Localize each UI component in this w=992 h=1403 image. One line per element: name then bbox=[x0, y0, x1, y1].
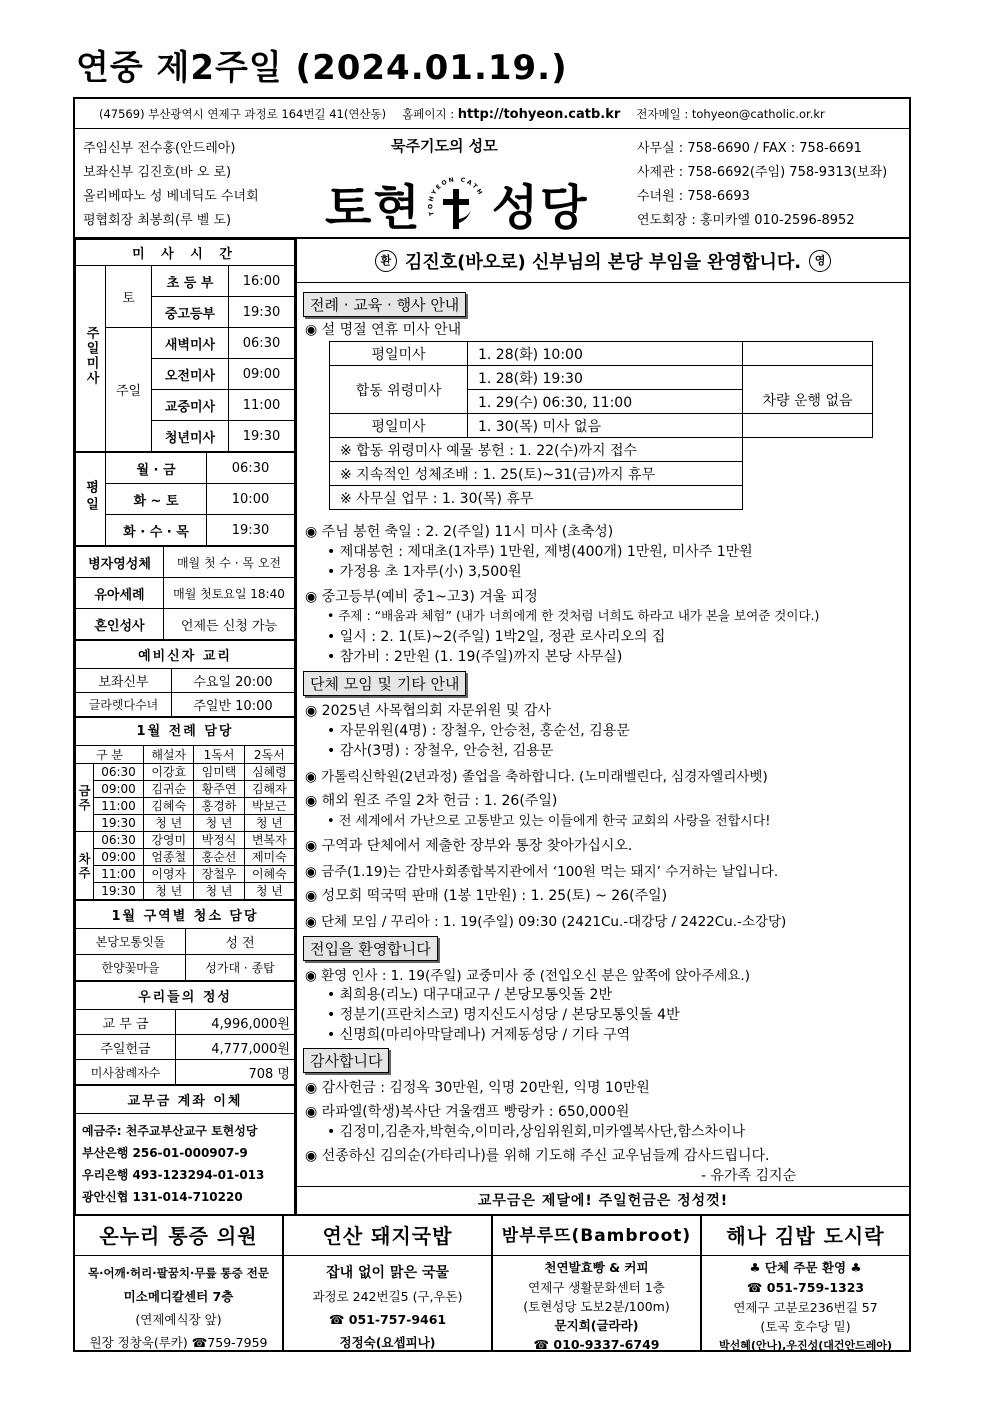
liturgy-time: 11:00 bbox=[94, 798, 144, 815]
liturgy-person: 강영미 bbox=[144, 832, 194, 849]
liturgy-time: 06:30 bbox=[94, 764, 144, 781]
section-groups-title: 단체 모임 및 기타 안내 bbox=[303, 671, 466, 696]
liturgy-person: 임미택 bbox=[194, 764, 244, 781]
ad-line: (토현성당 도보2분/100m) bbox=[523, 1299, 670, 1314]
seal-icon-right: 영 bbox=[809, 250, 831, 272]
contact-list bbox=[637, 137, 887, 233]
liturgy-time: 11:00 bbox=[94, 866, 144, 883]
ad-line: 원장 정창욱(루카) ☎759-7959 bbox=[89, 1335, 268, 1350]
liturgy-person: 변복자 bbox=[244, 832, 294, 849]
ad-line: ♣ 단체 주문 환영 ♣ bbox=[749, 1260, 862, 1275]
bank-account[interactable]: 광안신협 131-014-710220 bbox=[82, 1190, 243, 1204]
cleaning-table bbox=[75, 900, 295, 981]
holiday-mass-time: 1. 30(목) 미사 없음 bbox=[468, 414, 743, 438]
notice-subitem: • 참가비 : 2만원 (1. 19(주일)까지 본당 사무실) bbox=[327, 646, 622, 666]
liturgy-row bbox=[76, 798, 295, 815]
ad-line: 미소메디칼센터 7층 bbox=[123, 1289, 234, 1304]
liturgy-person: 장철우 bbox=[194, 866, 244, 883]
bank-account[interactable]: 부산은행 256-01-000907-9 bbox=[82, 1146, 248, 1160]
bank-account[interactable]: 우리은행 493-123294-01-013 bbox=[82, 1168, 265, 1182]
cleaning-target: 성 전 bbox=[186, 929, 295, 955]
cleaning-target: 성가대 · 종탑 bbox=[186, 955, 295, 981]
liturgy-person: 김해자 bbox=[244, 781, 294, 798]
mass-times-table bbox=[75, 239, 295, 452]
liturgy-person: 청 년 bbox=[144, 883, 194, 900]
liturgy-time: 06:30 bbox=[94, 832, 144, 849]
liturgy-group-label: 금주 bbox=[76, 764, 94, 832]
notice-signature: - 유가족 김지순 bbox=[701, 1168, 797, 1184]
ad-gimbap[interactable] bbox=[702, 1216, 909, 1350]
parish-header bbox=[75, 129, 909, 239]
ads-row bbox=[75, 1214, 909, 1350]
mass-name: 청년미사 bbox=[152, 421, 229, 452]
notice-item: ◉ 중고등부(예비 중1~고3) 겨울 피정 bbox=[305, 586, 538, 606]
liturgy-header: 1월 전례 담당 bbox=[76, 718, 295, 746]
liturgy-person: 홍순선 bbox=[194, 849, 244, 866]
ad-line: 연제구 고분로236번길 57 bbox=[733, 1300, 878, 1315]
notice-item: ◉ 설 명절 연휴 미사 안내 bbox=[305, 319, 461, 339]
notice-subitem: • 주제 : “배움과 체험” (내가 너희에게 한 것처럼 너희도 하라고 내가 본을 보여준 것이다.) bbox=[327, 606, 819, 624]
ad-line: 박선혜(안나),우진성(대건안드레아) bbox=[718, 1339, 893, 1352]
right-column bbox=[297, 239, 909, 1214]
staff-item: 보좌신부 김진호(바 오 로) bbox=[83, 165, 232, 180]
email-link[interactable]: tohyeon@catholic.or.kr bbox=[691, 106, 825, 121]
weekday-mass-table bbox=[75, 452, 295, 546]
contact-item: 사무실 : 758-6690 / FAX : 758-6691 bbox=[637, 141, 862, 156]
liturgy-row bbox=[76, 883, 295, 900]
notice-subitem: • 김정미,김춘자,박현숙,이미라,상임위원회,미카엘복사단,함스차이나 bbox=[327, 1121, 745, 1141]
mass-time: 06:30 bbox=[229, 328, 295, 359]
parish-logo bbox=[325, 169, 589, 238]
notice-subitem: • 가정용 초 1자루(小) 3,500원 bbox=[327, 561, 522, 581]
ad-line: 천연발효빵 & 커피 bbox=[544, 1260, 649, 1275]
liturgy-time: 19:30 bbox=[94, 883, 144, 900]
ad-line: (연제예식장 앞) bbox=[135, 1312, 222, 1327]
mass-name: 새벽미사 bbox=[152, 328, 229, 359]
notice-item: ◉ 주님 봉헌 축일 : 2. 2(주일) 11시 미사 (초축성) bbox=[305, 521, 613, 541]
liturgy-person: 황주연 bbox=[194, 781, 244, 798]
address-bar bbox=[75, 99, 909, 129]
liturgy-person: 청 년 bbox=[194, 883, 244, 900]
homepage-label: 홈페이지 : bbox=[402, 106, 455, 121]
ad-restaurant[interactable] bbox=[284, 1216, 493, 1350]
notice-subitem: • 전 세계에서 가난으로 고통받고 있는 이들에게 한국 교회의 사랑을 전합시다! bbox=[327, 810, 771, 829]
mass-time: 19:30 bbox=[229, 421, 295, 452]
mass-time: 09:00 bbox=[229, 359, 295, 390]
liturgy-person: 청 년 bbox=[244, 883, 294, 900]
logo-subtitle: 묵주기도의 성모 bbox=[391, 137, 498, 155]
staff-item: 평협회장 최봉희(루 벨 도) bbox=[83, 213, 232, 228]
mass-time: 19:30 bbox=[207, 515, 295, 546]
section-welcome-title: 전입을 환영합니다 bbox=[303, 936, 438, 961]
liturgy-person: 박보근 bbox=[244, 798, 294, 815]
email-label: 전자메일 : bbox=[636, 106, 689, 121]
liturgy-person: 김혜숙 bbox=[144, 798, 194, 815]
holiday-mass-time: 1. 29(수) 06:30, 11:00 bbox=[468, 390, 743, 414]
footer-note: 교무금은 제달에! 주일헌금은 정성껏! bbox=[297, 1186, 909, 1214]
liturgy-time: 09:00 bbox=[94, 781, 144, 798]
mass-name: 중고등부 bbox=[152, 297, 229, 328]
mass-time: 06:30 bbox=[207, 453, 295, 484]
ad-line: ☎ 051-759-1323 bbox=[746, 1280, 865, 1295]
liturgy-person: 이강효 bbox=[144, 764, 194, 781]
ad-line: 과정로 242번길5 (구,우돈) bbox=[312, 1289, 463, 1304]
liturgy-person: 이영자 bbox=[144, 866, 194, 883]
sacrament-name: 유아세례 bbox=[76, 578, 164, 609]
catechumen-header: 예비신자 교리 bbox=[76, 641, 295, 669]
cleaning-area: 본당모통잇돌 bbox=[76, 929, 186, 955]
notice-subitem: • 정분기(프란치스코) 명지신도시성당 / 본당모통잇돌 4반 bbox=[327, 1004, 680, 1024]
staff-list bbox=[83, 137, 259, 233]
offering-value: 4,996,000원 bbox=[176, 1010, 295, 1035]
offering-name: 미사참례자수 bbox=[76, 1060, 176, 1085]
catechumen-value: 주일반 10:00 bbox=[172, 693, 295, 717]
mass-name: 교중미사 bbox=[152, 390, 229, 421]
holiday-note: ※ 합동 위령미사 예물 봉헌 : 1. 22(수)까지 접수 bbox=[330, 438, 743, 462]
mass-name: 초 등 부 bbox=[152, 266, 229, 297]
notice-item: ◉ 선종하신 김의순(가타리나)를 위해 기도해 주신 교우님들께 감사드립니다. bbox=[305, 1145, 769, 1165]
catechumen-name: 보좌신부 bbox=[76, 669, 172, 693]
sacraments-table bbox=[75, 546, 295, 640]
liturgy-row bbox=[76, 815, 295, 832]
welcome-banner bbox=[297, 239, 909, 283]
liturgy-row bbox=[76, 866, 295, 883]
sacrament-name: 혼인성사 bbox=[76, 609, 164, 640]
mass-name: 화 · 수 · 목 bbox=[106, 515, 207, 546]
mass-time: 19:30 bbox=[229, 297, 295, 328]
notice-item: ◉ 가톨릭신학원(2년과정) 졸업을 축하합니다. (노미래벨린다, 심경자엘리사벳) bbox=[305, 765, 768, 785]
ad-clinic[interactable] bbox=[75, 1216, 284, 1350]
ad-line: 정정숙(요셉피나) bbox=[339, 1335, 436, 1350]
holiday-mass-time: 1. 28(화) 19:30 bbox=[468, 366, 743, 390]
catechumen-table bbox=[75, 640, 295, 717]
holiday-mass-table bbox=[329, 341, 873, 510]
sacrament-value: 매월 첫토요일 18:40 bbox=[164, 578, 295, 609]
notice-item: ◉ 2025년 사목협의회 자문위원 및 감사 bbox=[305, 700, 551, 720]
liturgy-col: 구 분 bbox=[76, 746, 144, 764]
notice-item: ◉ 라파엘(학생)복사단 겨울캠프 빵랑카 : 650,000원 bbox=[305, 1101, 629, 1121]
staff-item: 주임신부 전수홍(안드레아) bbox=[83, 141, 236, 156]
holiday-mass-type: 평일미사 bbox=[330, 342, 468, 366]
ad-title: 온누리 통증 의원 bbox=[75, 1216, 282, 1256]
liturgy-row bbox=[76, 781, 295, 798]
cleaning-area: 한양꽃마을 bbox=[76, 955, 186, 981]
left-column bbox=[75, 239, 297, 1214]
liturgy-person: 김귀순 bbox=[144, 781, 194, 798]
mass-name: 화 ~ 토 bbox=[106, 484, 207, 515]
catechumen-name: 글라렛다수녀 bbox=[76, 693, 172, 717]
notice-subitem: • 일시 : 2. 1(토)~2(주일) 1박2일, 정관 로사리오의 집 bbox=[327, 626, 665, 646]
account-holder: 예금주: 천주교부산교구 토현성당 bbox=[82, 1124, 258, 1138]
logo-text-left: 토현 bbox=[325, 180, 422, 236]
homepage-link[interactable]: http://tohyeon.catb.kr bbox=[457, 106, 621, 122]
weekday-group-label: 평일 bbox=[76, 453, 106, 546]
mass-name: 오전미사 bbox=[152, 359, 229, 390]
liturgy-col: 해설자 bbox=[144, 746, 194, 764]
postal-address: (47569) 부산광역시 연제구 과정로 164번길 41(연산동) bbox=[99, 106, 387, 121]
holiday-mass-type: 합동 위령미사 bbox=[330, 366, 468, 414]
liturgy-person: 청 년 bbox=[144, 815, 194, 832]
ad-line: 연제구 생활문화센터 1층 bbox=[528, 1280, 665, 1295]
liturgy-col: 2독서 bbox=[244, 746, 294, 764]
mass-header: 미 사 시 간 bbox=[76, 240, 295, 266]
liturgy-row bbox=[76, 832, 295, 849]
ad-bakery[interactable] bbox=[493, 1216, 702, 1350]
holiday-mass-note: 차량 운행 없음 bbox=[743, 366, 873, 414]
offering-value: 708 명 bbox=[176, 1060, 295, 1085]
banner-text: 김진호(바오로) 신부님의 본당 부임을 완영합니다. bbox=[404, 251, 802, 273]
section-liturgy-title: 전례 · 교육 · 행사 안내 bbox=[303, 292, 466, 317]
mass-time: 10:00 bbox=[207, 484, 295, 515]
liturgy-time: 19:30 bbox=[94, 815, 144, 832]
section-thanks-title: 감사합니다 bbox=[303, 1048, 389, 1073]
liturgy-group-label: 차주 bbox=[76, 832, 94, 900]
page-title: 연중 제2주일 (2024.01.19.) bbox=[76, 48, 568, 88]
sunday-label: 주일 bbox=[106, 328, 152, 452]
liturgy-person: 박정식 bbox=[194, 832, 244, 849]
ad-line: 잡내 없이 맑은 국물 bbox=[326, 1265, 449, 1281]
ad-line: (토곡 호수당 밑) bbox=[760, 1319, 851, 1334]
liturgy-time: 09:00 bbox=[94, 849, 144, 866]
cleaning-header: 1월 구역별 청소 담당 bbox=[76, 901, 295, 929]
sacrament-value: 언제든 신청 가능 bbox=[164, 609, 295, 640]
mass-time: 16:00 bbox=[229, 266, 295, 297]
ad-title: 연산 돼지국밥 bbox=[284, 1216, 491, 1256]
liturgy-person: 심혜령 bbox=[244, 764, 294, 781]
offering-name: 주일헌금 bbox=[76, 1035, 176, 1060]
liturgy-person: 청 년 bbox=[244, 815, 294, 832]
liturgy-person: 이혜숙 bbox=[244, 866, 294, 883]
contact-item: 연도회장 : 홍미카엘 010-2596-8952 bbox=[637, 213, 855, 228]
staff-item: 올리베따노 성 베네딕도 수녀회 bbox=[83, 189, 259, 204]
sacrament-value: 매월 첫 수 · 목 오전 bbox=[164, 547, 295, 578]
ad-line: ☎ 010-9337-6749 bbox=[533, 1337, 660, 1352]
notice-item: ◉ 환영 인사 : 1. 19(주일) 교중미사 중 (전입오신 분은 앞쪽에 앉아주세요.) bbox=[305, 964, 750, 984]
notice-subitem: • 신명희(마리아막달레나) 거제동성당 / 기타 구역 bbox=[327, 1024, 630, 1044]
mass-name: 월 · 금 bbox=[106, 453, 207, 484]
account-table bbox=[75, 1085, 295, 1214]
liturgy-person: 홍경하 bbox=[194, 798, 244, 815]
notice-subitem: • 자문위원(4명) : 장철우, 안승천, 홍순선, 김용문 bbox=[327, 720, 630, 740]
ad-line: 목·어깨·허리·팔꿈치·무릎 통증 전문 bbox=[87, 1266, 269, 1280]
contact-item: 수녀원 : 758-6693 bbox=[637, 189, 750, 204]
holiday-note: ※ 사무실 업무 : 1. 30(목) 휴무 bbox=[330, 486, 743, 510]
ad-title: 밤부루뜨(Bambroot) bbox=[493, 1216, 700, 1256]
notice-subitem: • 감사(3명) : 장철우, 안승천, 김용문 bbox=[327, 740, 553, 760]
sunday-group-label: 주일미사 bbox=[76, 266, 106, 452]
holiday-note: ※ 지속적인 성체조배 : 1. 25(토)~31(금)까지 휴무 bbox=[330, 462, 743, 486]
offering-value: 4,777,000원 bbox=[176, 1035, 295, 1060]
offering-header: 우리들의 정성 bbox=[76, 982, 295, 1010]
liturgy-table bbox=[75, 717, 295, 900]
sacrament-name: 병자영성체 bbox=[76, 547, 164, 578]
liturgy-row bbox=[76, 764, 295, 781]
saturday-label: 토 bbox=[106, 266, 152, 328]
seal-icon-left: 환 bbox=[375, 250, 397, 272]
holiday-mass-type: 평일미사 bbox=[330, 414, 468, 438]
cross-logo-icon bbox=[428, 175, 486, 233]
notice-subitem: • 제대봉헌 : 제대초(1자루) 1만원, 제병(400개) 1만원, 미사주 1만원 bbox=[327, 541, 753, 561]
notice-item: ◉ 구역과 단체에서 제출한 장부와 통장 찾아가십시오. bbox=[305, 835, 632, 855]
mass-time: 11:00 bbox=[229, 390, 295, 421]
offering-name: 교 무 금 bbox=[76, 1010, 176, 1035]
liturgy-person: 엄종철 bbox=[144, 849, 194, 866]
ad-title: 해나 김밥 도시락 bbox=[702, 1216, 909, 1256]
liturgy-col: 1독서 bbox=[194, 746, 244, 764]
liturgy-person: 제미숙 bbox=[244, 849, 294, 866]
notice-item: ◉ 감사헌금 : 김정옥 30만원, 익명 20만원, 익명 10만원 bbox=[305, 1077, 650, 1097]
notice-item: ◉ 성모회 떡국떡 판매 (1봉 1만원) : 1. 25(토) ~ 26(주일) bbox=[305, 885, 667, 905]
catechumen-value: 수요일 20:00 bbox=[172, 669, 295, 693]
account-header: 교무금 계좌 이체 bbox=[76, 1086, 295, 1114]
liturgy-person: 청 년 bbox=[194, 815, 244, 832]
logo-text-right: 성당 bbox=[491, 180, 589, 236]
logo-arc-text: T HYEON CATH bbox=[427, 175, 485, 216]
notice-item: ◉ 단체 모임 / 꾸리아 : 1. 19(주일) 09:30 (2421Cu.-대강당 / 2422Cu.-소강당) bbox=[305, 910, 786, 930]
notice-subitem: • 최희용(리노) 대구대교구 / 본당모통잇돌 2반 bbox=[327, 984, 612, 1004]
bulletin-frame bbox=[73, 97, 911, 1352]
holiday-mass-time: 1. 28(화) 10:00 bbox=[468, 342, 743, 366]
ad-line: ☎ 051-757-9461 bbox=[328, 1312, 447, 1327]
notice-item: ◉ 금주(1.19)는 감만사회종합복지관에서 ‘100원 먹는 돼지’ 수거하는 날입니다. bbox=[305, 860, 778, 880]
ad-line: 문지희(글라라) bbox=[554, 1318, 639, 1333]
liturgy-row bbox=[76, 849, 295, 866]
notice-item: ◉ 해외 원조 주일 2차 헌금 : 1. 26(주일) bbox=[305, 790, 557, 810]
contact-item: 사제관 : 758-6692(주임) 758-9313(보좌) bbox=[637, 165, 888, 180]
offering-table bbox=[75, 981, 295, 1085]
